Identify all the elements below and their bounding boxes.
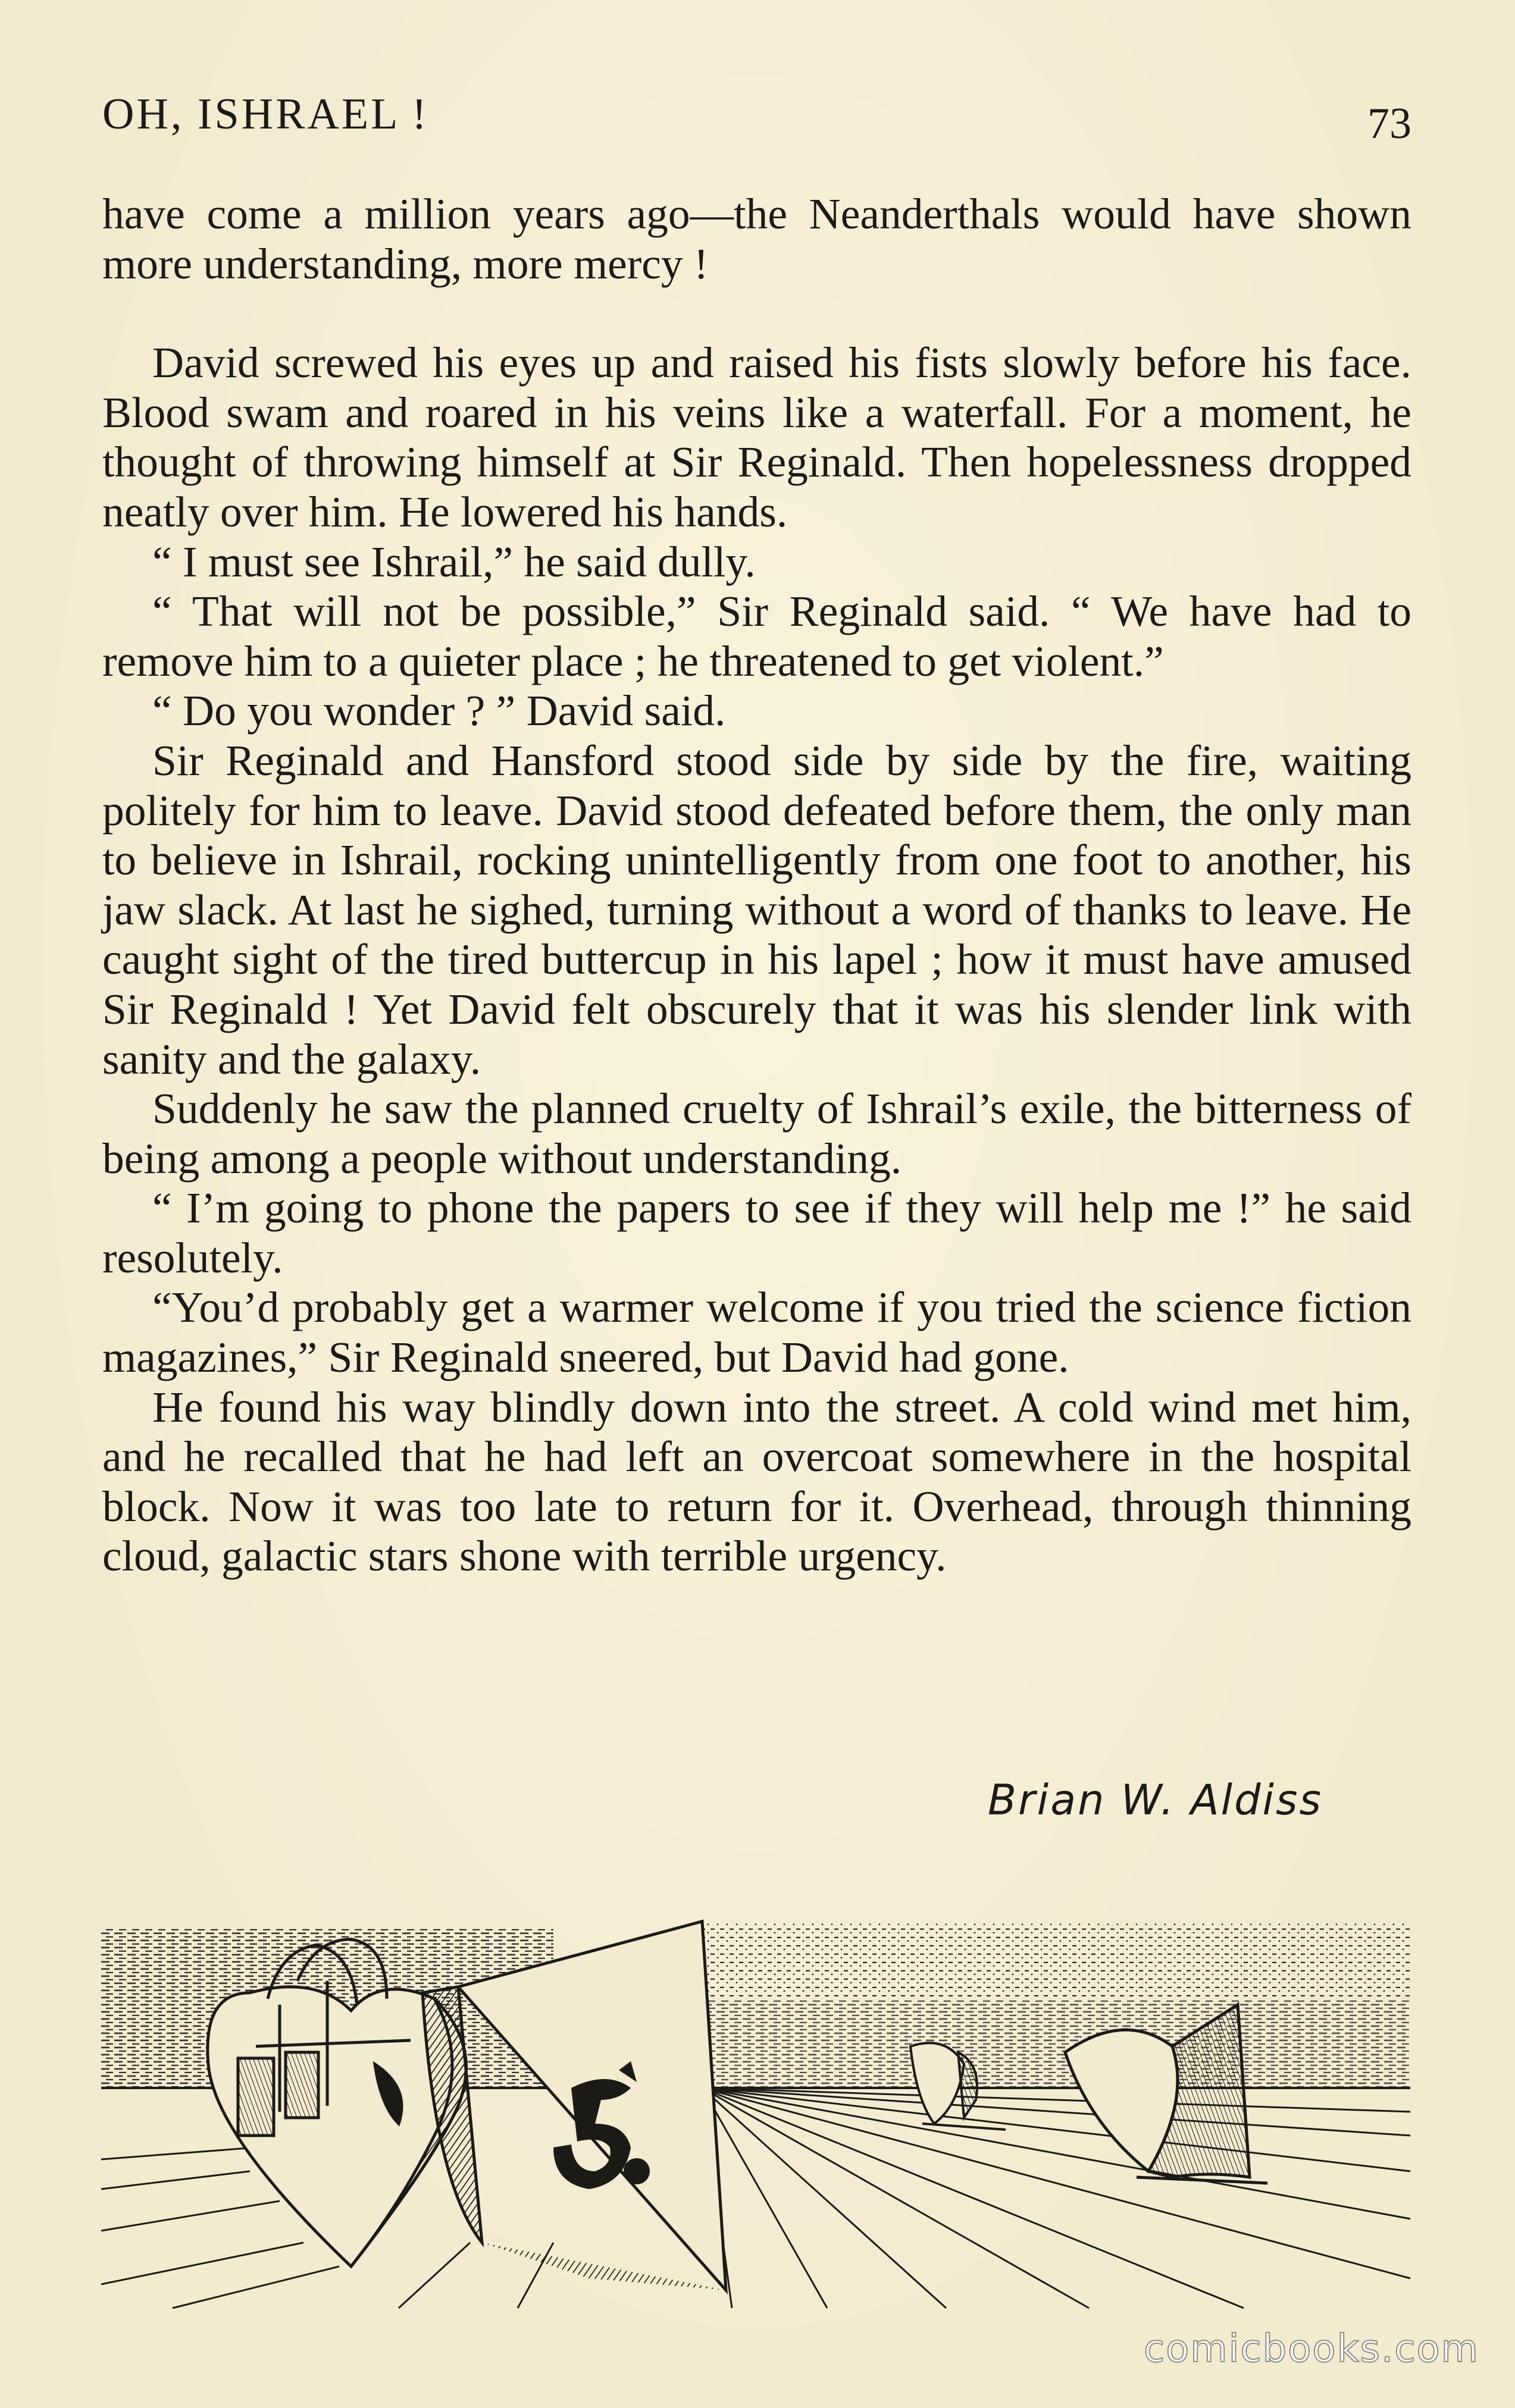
- running-head: OH, ISHRAEL !: [102, 90, 429, 139]
- paragraph: “ I must see Ishrail,” he said dully.: [152, 537, 756, 586]
- page-number: 73: [1367, 99, 1411, 148]
- story-text: [102, 189, 1411, 1581]
- paragraph: “ That will not be possible,” Sir Reginald said. “ We have had to remove him to a quieter place ; he threatened to get violent.”: [102, 587, 1411, 685]
- author-signature: Brian W. Aldiss: [988, 1776, 1323, 1824]
- watermark: comicbooks.com: [1143, 2327, 1479, 2371]
- paragraph: “ I’m going to phone the papers to see if they will help me !” he said resolutely.: [102, 1184, 1411, 1282]
- paragraph: David screwed his eyes up and raised his fists slowly before his face. Blood swam and roared in his veins like a waterfall. For a moment, he thought of throwing himself at Sir Reginald. Then hopelessness dropped neatly over him. He lowered his hands.: [102, 338, 1411, 536]
- page-header: [102, 89, 1411, 155]
- paragraph: Sir Reginald and Hansford stood side by side by the fire, waiting politely for him to leave. David stood defeated before them, the only man to believe in Ishrail, rocking unintelligently from one foot to another, his jaw slack. At last he sighed, turning without a word of thanks to leave. He caught sight of the tired buttercup in his lapel ; how it must have amused Sir Reginald ! Yet David felt obscurely that it was his slender link with sanity and the galaxy.: [102, 736, 1411, 1083]
- paragraph: “ Do you wonder ? ” David said.: [152, 686, 726, 735]
- paragraph: have come a million years ago—the Neanderthals would have shown more understanding, more mercy !: [102, 190, 1411, 288]
- paragraph: Suddenly he saw the planned cruelty of Ishrail’s exile, the bitterness of being among a people without understanding.: [102, 1084, 1411, 1183]
- paragraph: He found his way blindly down into the street. A cold wind met him, and he recalled that he had left an overcoat somewhere in the hospital block. Now it was too late to return for it. Overhead, through thinning cloud, galactic stars shone with terrible urgency.: [102, 1382, 1411, 1581]
- surreal-landscape-illustration: [101, 1910, 1434, 2314]
- paragraph: “You’d probably get a warmer welcome if you tried the science fiction magazines,” Sir Reginald sneered, but David had gone.: [102, 1283, 1411, 1382]
